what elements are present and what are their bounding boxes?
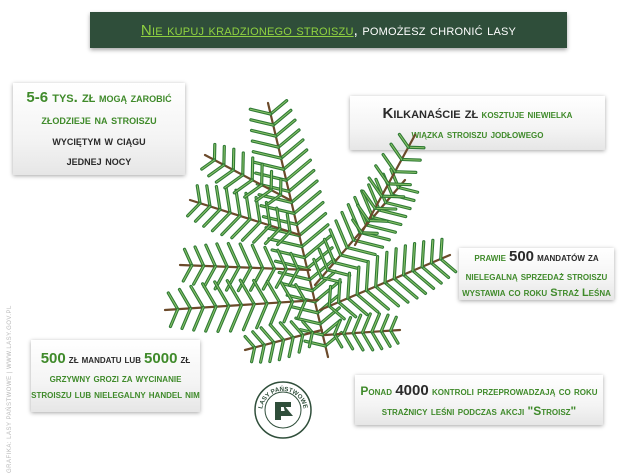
- fact5-line1b: kontroli przeprowadzają co roku: [429, 384, 598, 398]
- fact1-line4: jednej nocy: [13, 151, 185, 172]
- fact1-line2b: na stroiszu: [95, 112, 157, 127]
- fact4-number1: 500: [41, 350, 66, 367]
- fact-card-inspections: [355, 375, 603, 425]
- fact4-line3: stroiszu lub nielegalny handel nim: [31, 387, 200, 404]
- logo-text: LASY PAŃSTWOWE: [257, 385, 308, 410]
- lasy-panstwowe-logo: [253, 380, 313, 440]
- fact5-number: 4000: [395, 382, 428, 399]
- fact5-line2: strażnicy leśni podczas akcji "Stroisz": [355, 402, 603, 420]
- fact3-line2: nielegalną sprzedaż stroiszu: [459, 269, 614, 286]
- fact1-number: 5-6 tys. zł: [26, 89, 95, 106]
- fact4-line1a: zł mandatu lub: [66, 354, 144, 366]
- fact2-line1: kosztuje niewielka: [478, 107, 572, 121]
- fact3-number: 500: [509, 248, 534, 265]
- fact1-line1: mogą zarobić: [95, 90, 171, 105]
- fact4-number2: 5000: [144, 350, 177, 367]
- fact2-line2: wiązka stroiszu jodłowego: [350, 125, 605, 143]
- headline-banner: [90, 12, 567, 48]
- fact3-line1b: mandatów za: [534, 252, 599, 264]
- side-credit: GRAFIKA: LASY PAŃSTWOWE | WWW.LASY.GOV.PL: [7, 273, 13, 473]
- headline-highlight: Nie kupuj kradzionego stroiszu: [141, 22, 354, 39]
- fact-card-fines-count: [459, 248, 614, 300]
- fact1-line2a: złodzieje: [41, 112, 94, 127]
- fact4-line2: grzywny grozi za wycinanie: [31, 371, 200, 388]
- fact4-line1b: zł: [177, 354, 190, 366]
- fact3-line1a: prawie: [474, 252, 509, 264]
- fir-branch-icon: [150, 95, 460, 365]
- fact5-line1a: Ponad: [360, 384, 395, 398]
- headline-rest: , pomożesz chronić lasy: [354, 22, 516, 39]
- fact3-line3: wystawia co roku Straż Leśna: [459, 285, 614, 302]
- fact1-line3: wyciętym w ciągu: [13, 131, 185, 152]
- fact2-number: Kilkanaście zł: [383, 105, 479, 122]
